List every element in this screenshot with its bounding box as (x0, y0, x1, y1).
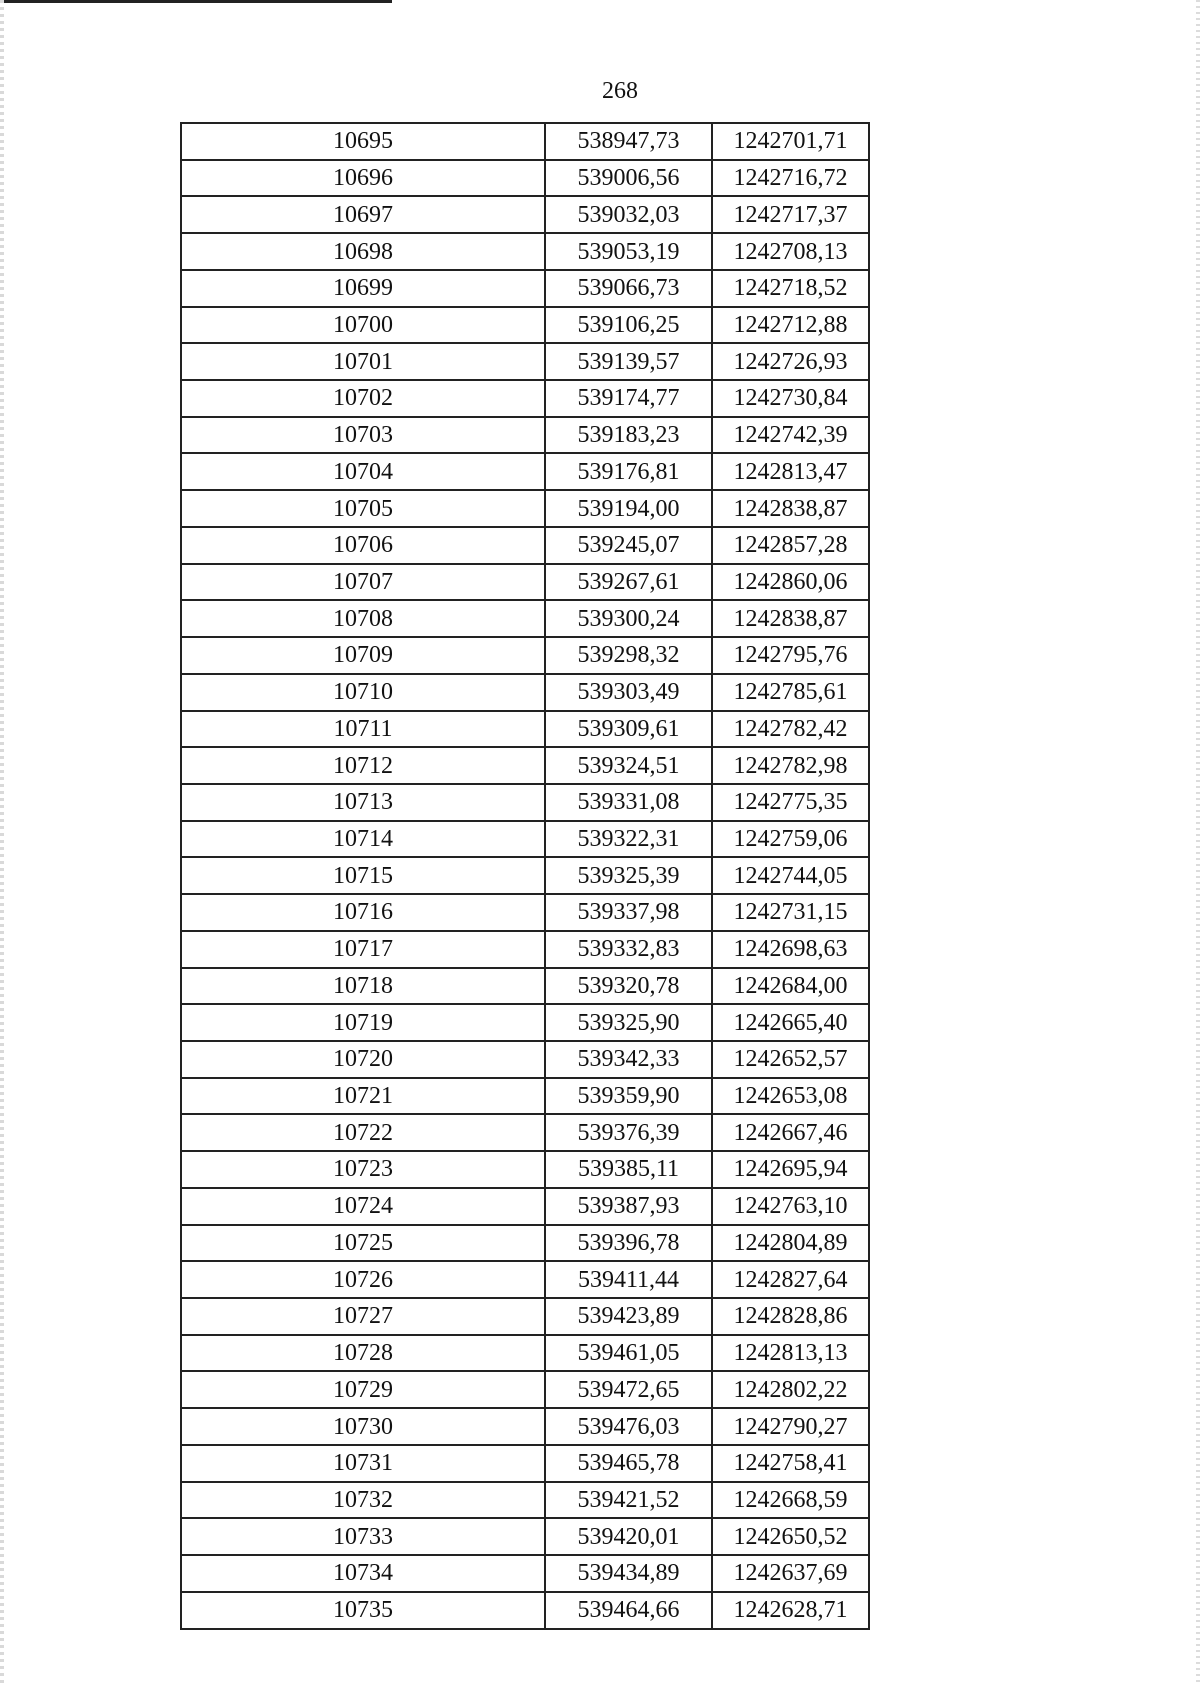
point-number-cell: 10722 (181, 1114, 545, 1151)
point-number-cell: 10704 (181, 453, 545, 490)
point-number-cell: 10709 (181, 637, 545, 674)
point-number-cell: 10727 (181, 1298, 545, 1335)
y-coordinate-cell: 1242827,64 (712, 1261, 869, 1298)
scan-edge-right (1196, 0, 1200, 1686)
table-row (181, 747, 869, 784)
x-coordinate-cell: 539434,89 (545, 1555, 712, 1592)
y-coordinate-cell: 1242775,35 (712, 784, 869, 821)
x-coordinate-cell: 539006,56 (545, 160, 712, 197)
table-row (181, 453, 869, 490)
x-coordinate-cell: 539376,39 (545, 1114, 712, 1151)
table-row (181, 1371, 869, 1408)
y-coordinate-cell: 1242838,87 (712, 600, 869, 637)
x-coordinate-cell: 539423,89 (545, 1298, 712, 1335)
x-coordinate-cell: 539396,78 (545, 1225, 712, 1262)
x-coordinate-cell: 539176,81 (545, 453, 712, 490)
x-coordinate-cell: 539461,05 (545, 1335, 712, 1372)
table-row (181, 1114, 869, 1151)
table-row (181, 821, 869, 858)
y-coordinate-cell: 1242813,47 (712, 453, 869, 490)
x-coordinate-cell: 539464,66 (545, 1592, 712, 1629)
x-coordinate-cell: 539387,93 (545, 1188, 712, 1225)
table-row (181, 1445, 869, 1482)
y-coordinate-cell: 1242701,71 (712, 123, 869, 160)
point-number-cell: 10733 (181, 1518, 545, 1555)
table-row (181, 233, 869, 270)
y-coordinate-cell: 1242712,88 (712, 307, 869, 344)
y-coordinate-cell: 1242695,94 (712, 1151, 869, 1188)
y-coordinate-cell: 1242763,10 (712, 1188, 869, 1225)
y-coordinate-cell: 1242758,41 (712, 1445, 869, 1482)
y-coordinate-cell: 1242860,06 (712, 564, 869, 601)
table-row (181, 1555, 869, 1592)
coordinates-table-body (181, 123, 869, 1629)
point-number-cell: 10703 (181, 417, 545, 454)
table-row (181, 417, 869, 454)
y-coordinate-cell: 1242785,61 (712, 674, 869, 711)
y-coordinate-cell: 1242698,63 (712, 931, 869, 968)
table-row (181, 380, 869, 417)
y-coordinate-cell: 1242782,42 (712, 711, 869, 748)
table-row (181, 894, 869, 931)
table-row (181, 857, 869, 894)
table-row (181, 1518, 869, 1555)
x-coordinate-cell: 539476,03 (545, 1408, 712, 1445)
y-coordinate-cell: 1242652,57 (712, 1041, 869, 1078)
y-coordinate-cell: 1242628,71 (712, 1592, 869, 1629)
table-row (181, 1188, 869, 1225)
y-coordinate-cell: 1242716,72 (712, 160, 869, 197)
point-number-cell: 10696 (181, 160, 545, 197)
point-number-cell: 10726 (181, 1261, 545, 1298)
scan-edge-left (0, 0, 4, 1686)
y-coordinate-cell: 1242650,52 (712, 1518, 869, 1555)
y-coordinate-cell: 1242795,76 (712, 637, 869, 674)
table-row (181, 784, 869, 821)
point-number-cell: 10715 (181, 857, 545, 894)
point-number-cell: 10716 (181, 894, 545, 931)
point-number-cell: 10705 (181, 490, 545, 527)
y-coordinate-cell: 1242744,05 (712, 857, 869, 894)
table-row (181, 1004, 869, 1041)
point-number-cell: 10728 (181, 1335, 545, 1372)
point-number-cell: 10701 (181, 343, 545, 380)
x-coordinate-cell: 539385,11 (545, 1151, 712, 1188)
y-coordinate-cell: 1242828,86 (712, 1298, 869, 1335)
table-row (181, 270, 869, 307)
table-row (181, 600, 869, 637)
table-row (181, 674, 869, 711)
y-coordinate-cell: 1242653,08 (712, 1078, 869, 1115)
x-coordinate-cell: 539066,73 (545, 270, 712, 307)
point-number-cell: 10698 (181, 233, 545, 270)
x-coordinate-cell: 539298,32 (545, 637, 712, 674)
table-row (181, 637, 869, 674)
table-row (181, 968, 869, 1005)
table-row (181, 1078, 869, 1115)
point-number-cell: 10697 (181, 196, 545, 233)
y-coordinate-cell: 1242857,28 (712, 527, 869, 564)
y-coordinate-cell: 1242790,27 (712, 1408, 869, 1445)
page-number: 268 (602, 78, 638, 104)
point-number-cell: 10721 (181, 1078, 545, 1115)
point-number-cell: 10713 (181, 784, 545, 821)
x-coordinate-cell: 539411,44 (545, 1261, 712, 1298)
table-row (181, 123, 869, 160)
top-edge-rule (0, 0, 392, 3)
point-number-cell: 10700 (181, 307, 545, 344)
y-coordinate-cell: 1242717,37 (712, 196, 869, 233)
x-coordinate-cell: 539331,08 (545, 784, 712, 821)
point-number-cell: 10720 (181, 1041, 545, 1078)
table-row (181, 527, 869, 564)
table-row (181, 1225, 869, 1262)
table-row (181, 711, 869, 748)
point-number-cell: 10735 (181, 1592, 545, 1629)
y-coordinate-cell: 1242759,06 (712, 821, 869, 858)
y-coordinate-cell: 1242804,89 (712, 1225, 869, 1262)
point-number-cell: 10710 (181, 674, 545, 711)
x-coordinate-cell: 539300,24 (545, 600, 712, 637)
table-row (181, 196, 869, 233)
y-coordinate-cell: 1242684,00 (712, 968, 869, 1005)
x-coordinate-cell: 539309,61 (545, 711, 712, 748)
point-number-cell: 10707 (181, 564, 545, 601)
point-number-cell: 10718 (181, 968, 545, 1005)
x-coordinate-cell: 539139,57 (545, 343, 712, 380)
x-coordinate-cell: 539421,52 (545, 1482, 712, 1519)
x-coordinate-cell: 539245,07 (545, 527, 712, 564)
y-coordinate-cell: 1242668,59 (712, 1482, 869, 1519)
point-number-cell: 10732 (181, 1482, 545, 1519)
table-row (181, 1041, 869, 1078)
y-coordinate-cell: 1242637,69 (712, 1555, 869, 1592)
x-coordinate-cell: 539303,49 (545, 674, 712, 711)
table-row (181, 343, 869, 380)
x-coordinate-cell: 539420,01 (545, 1518, 712, 1555)
point-number-cell: 10708 (181, 600, 545, 637)
point-number-cell: 10712 (181, 747, 545, 784)
table-row (181, 1335, 869, 1372)
y-coordinate-cell: 1242782,98 (712, 747, 869, 784)
point-number-cell: 10725 (181, 1225, 545, 1262)
x-coordinate-cell: 539324,51 (545, 747, 712, 784)
y-coordinate-cell: 1242730,84 (712, 380, 869, 417)
y-coordinate-cell: 1242838,87 (712, 490, 869, 527)
x-coordinate-cell: 539053,19 (545, 233, 712, 270)
point-number-cell: 10724 (181, 1188, 545, 1225)
point-number-cell: 10714 (181, 821, 545, 858)
y-coordinate-cell: 1242731,15 (712, 894, 869, 931)
table-row (181, 160, 869, 197)
x-coordinate-cell: 539337,98 (545, 894, 712, 931)
y-coordinate-cell: 1242718,52 (712, 270, 869, 307)
table-row (181, 307, 869, 344)
point-number-cell: 10717 (181, 931, 545, 968)
x-coordinate-cell: 538947,73 (545, 123, 712, 160)
y-coordinate-cell: 1242742,39 (712, 417, 869, 454)
x-coordinate-cell: 539267,61 (545, 564, 712, 601)
point-number-cell: 10702 (181, 380, 545, 417)
x-coordinate-cell: 539325,39 (545, 857, 712, 894)
table-row (181, 1298, 869, 1335)
y-coordinate-cell: 1242802,22 (712, 1371, 869, 1408)
point-number-cell: 10731 (181, 1445, 545, 1482)
point-number-cell: 10719 (181, 1004, 545, 1041)
x-coordinate-cell: 539032,03 (545, 196, 712, 233)
point-number-cell: 10723 (181, 1151, 545, 1188)
x-coordinate-cell: 539320,78 (545, 968, 712, 1005)
table-row (181, 1261, 869, 1298)
y-coordinate-cell: 1242708,13 (712, 233, 869, 270)
table-row (181, 1592, 869, 1629)
x-coordinate-cell: 539359,90 (545, 1078, 712, 1115)
x-coordinate-cell: 539325,90 (545, 1004, 712, 1041)
x-coordinate-cell: 539322,31 (545, 821, 712, 858)
table-row (181, 490, 869, 527)
coordinates-table (180, 122, 870, 1630)
y-coordinate-cell: 1242813,13 (712, 1335, 869, 1372)
x-coordinate-cell: 539332,83 (545, 931, 712, 968)
y-coordinate-cell: 1242667,46 (712, 1114, 869, 1151)
point-number-cell: 10711 (181, 711, 545, 748)
point-number-cell: 10729 (181, 1371, 545, 1408)
x-coordinate-cell: 539183,23 (545, 417, 712, 454)
point-number-cell: 10706 (181, 527, 545, 564)
point-number-cell: 10730 (181, 1408, 545, 1445)
x-coordinate-cell: 539174,77 (545, 380, 712, 417)
table-row (181, 931, 869, 968)
point-number-cell: 10695 (181, 123, 545, 160)
point-number-cell: 10699 (181, 270, 545, 307)
x-coordinate-cell: 539342,33 (545, 1041, 712, 1078)
table-row (181, 1151, 869, 1188)
table-row (181, 564, 869, 601)
table-row (181, 1482, 869, 1519)
y-coordinate-cell: 1242726,93 (712, 343, 869, 380)
x-coordinate-cell: 539194,00 (545, 490, 712, 527)
table-row (181, 1408, 869, 1445)
x-coordinate-cell: 539465,78 (545, 1445, 712, 1482)
point-number-cell: 10734 (181, 1555, 545, 1592)
x-coordinate-cell: 539106,25 (545, 307, 712, 344)
y-coordinate-cell: 1242665,40 (712, 1004, 869, 1041)
x-coordinate-cell: 539472,65 (545, 1371, 712, 1408)
